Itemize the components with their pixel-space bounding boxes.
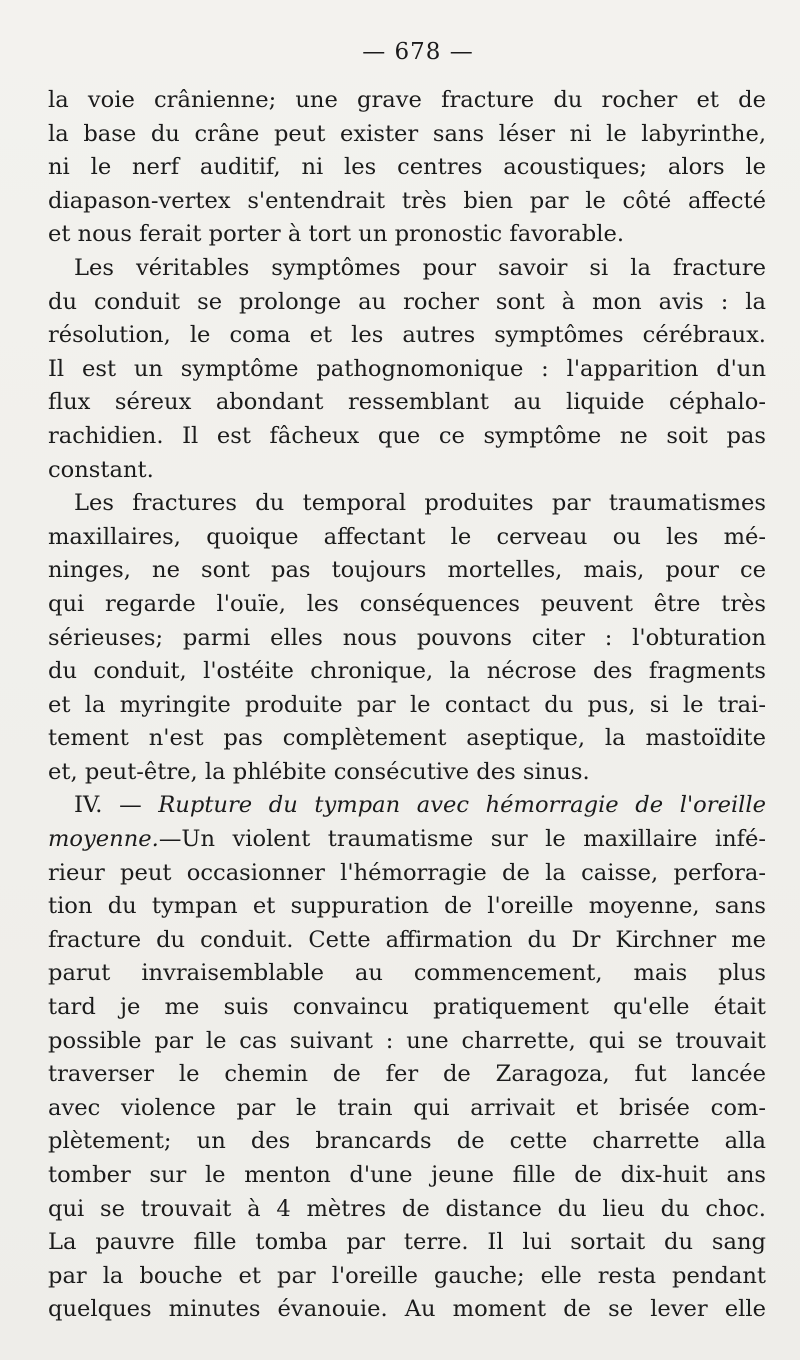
section-title: Rupture du tympan avec hémorragie de l'oreille bbox=[158, 792, 766, 819]
text-line: parut invraisemblable au commencement, mais plus bbox=[48, 960, 766, 987]
section-number: IV. — bbox=[74, 792, 159, 819]
text-line: avec violence par le train qui arrivait et brisée com- bbox=[48, 1094, 766, 1121]
section-heading-cont bbox=[48, 823, 766, 857]
text-line: qui se trouvait à 4 mètres de distance du lieu du choc. bbox=[48, 1195, 766, 1222]
text-line: maxillaires, quoique affectant le cerveau ou les mé- bbox=[48, 523, 766, 550]
text-line: et, peut-être, la phlébite consécutive des sinus. bbox=[48, 758, 590, 785]
text-line: par la bouche et par l'oreille gauche; elle resta pendant bbox=[48, 1262, 766, 1289]
page-number: — 678 — bbox=[362, 39, 474, 65]
text-line: La pauvre fille tomba par terre. Il lui sortait du sang bbox=[48, 1229, 766, 1256]
text-line: du conduit se prolonge au rocher sont à mon avis : la bbox=[48, 288, 766, 315]
text-line: fracture du conduit. Cette affirmation du Dr Kirchner me bbox=[48, 926, 766, 953]
section-text: —Un violent traumatisme sur le maxillaire infé- bbox=[158, 826, 766, 853]
text-line: sérieuses; parmi elles nous pouvons citer : l'obturation bbox=[48, 624, 766, 651]
text-line: et nous ferait porter à tort un pronostic favorable. bbox=[48, 221, 625, 248]
text-line: flux séreux abondant ressemblant au liquide céphalo- bbox=[48, 389, 766, 416]
text-line: tard je me suis convaincu pratiquement qu'elle était bbox=[48, 994, 766, 1021]
text-line: Les véritables symptômes pour savoir si la fracture bbox=[74, 254, 766, 281]
text-line: diapason-vertex s'entendrait très bien par le côté affecté bbox=[48, 187, 766, 214]
text-line: possible par le cas suivant : une charrette, qui se trouvait bbox=[48, 1027, 766, 1054]
text-line: traverser le chemin de fer de Zaragoza, fut lancée bbox=[48, 1061, 766, 1088]
text-line: Il est un symptôme pathognomonique : l'apparition d'un bbox=[48, 355, 766, 382]
text-line: Les fractures du temporal produites par traumatismes bbox=[74, 490, 766, 517]
text-line: rieur peut occasionner l'hémorragie de la caisse, perfora- bbox=[48, 859, 766, 886]
section-heading bbox=[48, 789, 766, 823]
text-line: ninges, ne sont pas toujours mortelles, mais, pour ce bbox=[48, 557, 766, 584]
text-line: tomber sur le menton d'une jeune fille de dix-huit ans bbox=[48, 1162, 766, 1188]
text-line: la base du crâne peut exister sans léser ni le labyrinthe, bbox=[48, 120, 766, 147]
text-line: tement n'est pas complètement aseptique, la mastoïdite bbox=[48, 725, 766, 752]
section-title-cont: moyenne. bbox=[48, 826, 159, 853]
text-line: rachidien. Il est fâcheux que ce symptôme ne soit pas bbox=[48, 422, 766, 449]
text-line: résolution, le coma et les autres symptômes cérébraux. bbox=[48, 322, 766, 349]
text-line: ni le nerf auditif, ni les centres acoustiques; alors le bbox=[48, 154, 766, 181]
text-line: tion du tympan et suppuration de l'oreille moyenne, sans bbox=[48, 893, 766, 920]
text-line: constant. bbox=[48, 456, 154, 483]
text-line: qui regarde l'ouïe, les conséquences peuvent être très bbox=[48, 590, 766, 617]
text-line: plètement; un des brancards de cette charrette alla bbox=[48, 1128, 766, 1155]
text-line: et la myringite produite par le contact du pus, si le trai- bbox=[48, 691, 766, 718]
text-line: quelques minutes évanouie. Au moment de se lever elle bbox=[48, 1296, 766, 1323]
text-line: du conduit, l'ostéite chronique, la nécrose des fragments bbox=[48, 658, 766, 685]
text-body bbox=[48, 84, 766, 1327]
text-line: la voie crânienne; une grave fracture du rocher et de bbox=[48, 87, 766, 113]
